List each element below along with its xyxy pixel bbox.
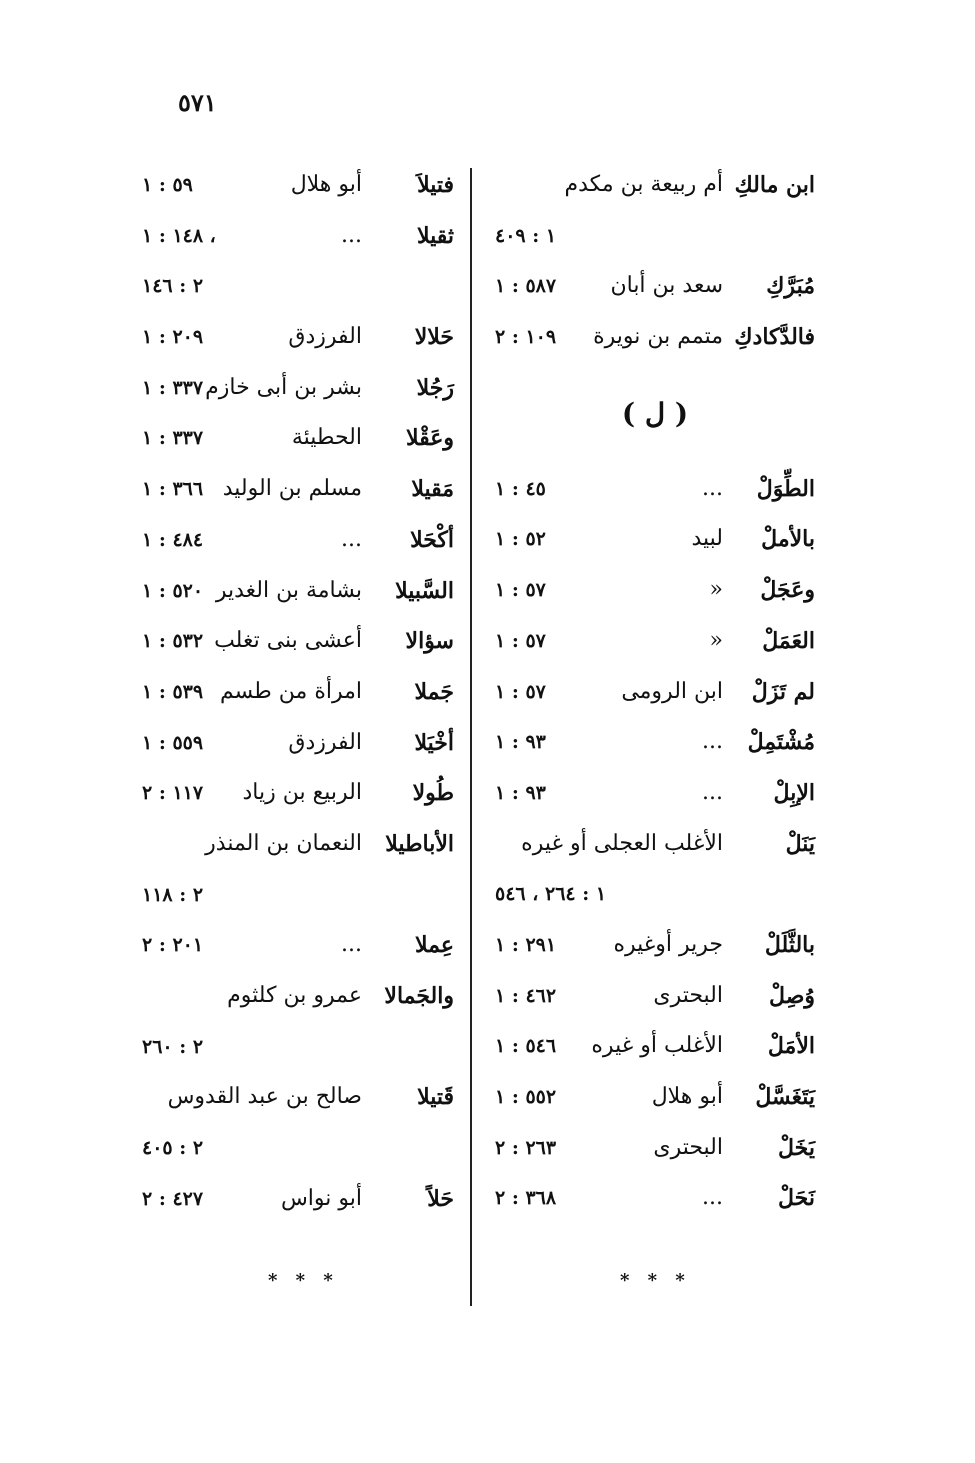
poet-name: ... — [341, 222, 362, 248]
poet-name: ... — [702, 1185, 723, 1211]
poet-name: مسلم بن الوليد — [222, 476, 362, 502]
rhyme-word: وعَجَلْ — [760, 577, 815, 604]
reference: ٢ : ٢٠١ — [142, 934, 204, 957]
poet-name: أبو هلال — [651, 1084, 723, 1109]
poet-name: الفرزدق — [288, 729, 362, 755]
poet-name: النعمان بن المنذر — [205, 830, 362, 856]
index-entry — [142, 667, 454, 718]
index-entry — [142, 363, 454, 414]
rhyme-word: يَخَلْ — [778, 1134, 815, 1161]
index-entry — [495, 514, 815, 565]
rhyme-word: نَحَلْ — [778, 1185, 815, 1212]
index-entry — [495, 1072, 815, 1123]
rhyme-word: الإبِلْ — [773, 779, 815, 806]
reference: ١ : ٥٥٩ — [142, 731, 204, 754]
rhyme-word: أخْيَلا — [414, 729, 454, 756]
index-entry — [495, 768, 815, 819]
poet-name: سعد بن أبان — [610, 273, 723, 299]
poet-name: ... — [341, 932, 362, 958]
right-entries — [495, 464, 815, 1224]
rhyme-word: مَقيلا — [411, 476, 454, 503]
index-entry — [495, 261, 815, 312]
index-entry — [142, 413, 454, 464]
reference: ١ : ٥٧ — [495, 629, 546, 652]
rhyme-word: مُشْتَمِلْ — [747, 729, 815, 756]
poet-name: البحترى — [653, 982, 723, 1008]
reference: ١ : ٢٩١ — [495, 933, 557, 956]
rhyme-word: عِملا — [415, 932, 454, 959]
rhyme-word: حَلالا — [414, 324, 454, 351]
reference: ١ : ٢٦٤ ، ٥٤٦ — [495, 883, 607, 906]
reference: ١ : ٥٣٩ — [142, 680, 204, 703]
reference: ٢ : ٢٦٣ — [495, 1136, 557, 1159]
reference: ١ : ٤٠٩ — [495, 224, 557, 247]
index-entry — [495, 971, 815, 1022]
rhyme-word: رَجُلا — [416, 374, 454, 401]
rhyme-word: فالدَّكادكِ — [734, 324, 815, 351]
index-entry — [142, 211, 454, 262]
rhyme-word: الطِّوَلْ — [756, 475, 815, 502]
rhyme-word: ثقيلا — [416, 222, 454, 249]
index-entry — [142, 1174, 454, 1225]
poet-name: ابن الرومى — [621, 678, 723, 704]
index-entry — [142, 566, 454, 617]
index-entry — [495, 1123, 815, 1174]
poet-name: أعشى بنى تغلب — [214, 628, 362, 654]
index-entry — [142, 160, 454, 211]
reference-continuation — [142, 1123, 454, 1174]
index-entry — [142, 819, 454, 870]
poet-name: الحطيئة — [291, 425, 362, 451]
rhyme-word: السَّبيلا — [395, 577, 454, 604]
poet-name: أم ربيعة بن مكدم — [564, 172, 723, 197]
reference: ١ : ٣٣٧ — [142, 376, 204, 399]
index-entry — [142, 718, 454, 769]
index-entry — [495, 160, 815, 211]
poet-name: الأغلب أو غيره — [591, 1033, 723, 1059]
poet-name: بشامة بن الغدير — [215, 577, 362, 603]
left-entries — [142, 160, 454, 1224]
poet-name: جرير أوغيره — [613, 931, 723, 957]
index-entry — [495, 312, 815, 363]
reference: ١ : ٩٣ — [495, 781, 546, 804]
poet-name: بشر بن أبى خازم — [205, 374, 362, 400]
poet-name: الربيع بن زياد — [242, 780, 362, 806]
rhyme-word: الأمَلْ — [767, 1033, 815, 1060]
reference: ١ : ٥٤٦ — [495, 1035, 557, 1058]
left-column — [142, 160, 454, 1224]
poet-name: لبيد — [691, 526, 723, 552]
reference-continuation — [142, 261, 454, 312]
rhyme-word: الأباطيلا — [385, 830, 454, 857]
rhyme-word: يَتَغَسَّلْ — [755, 1084, 815, 1110]
index-entry — [142, 616, 454, 667]
page-number: ٥٧١ — [178, 88, 217, 117]
reference-continuation — [142, 1022, 454, 1073]
reference: ١ : ٥٨٧ — [495, 275, 557, 298]
rhyme-word: بالأملْ — [761, 526, 815, 553]
index-entry — [495, 920, 815, 971]
poet-name: عمرو بن كلثوم — [227, 983, 362, 1008]
poet-name: الأغلب العجلى أو غيره — [521, 830, 723, 856]
rhyme-word: مُبَرَّكِ — [766, 273, 815, 300]
reference: ٢ : ١٤٦ — [142, 275, 204, 298]
index-entry — [142, 971, 454, 1022]
index-entry — [495, 717, 815, 768]
index-entry — [495, 565, 815, 616]
reference: ٢ : ٢٦٠ — [142, 1035, 204, 1058]
poet-name: أبو نواس — [280, 1185, 362, 1211]
reference: ٢ : ١١٧ — [142, 782, 204, 805]
poet-name: الفرزدق — [288, 324, 362, 350]
reference: ١ : ٥٩ — [142, 174, 193, 196]
poet-name: ... — [702, 729, 723, 755]
right-intro-entries — [495, 160, 815, 363]
index-entry — [142, 1072, 454, 1123]
rhyme-word: وعَقْلا — [405, 425, 454, 452]
column-divider — [470, 168, 472, 1306]
rhyme-word: حَلاً — [427, 1185, 454, 1212]
reference: ١ : ٤٦٢ — [495, 984, 557, 1007]
index-entry — [142, 768, 454, 819]
index-entry — [495, 1021, 815, 1072]
rhyme-word: جَملا — [414, 678, 454, 705]
reference: ١ : ٣٦٦ — [142, 478, 204, 501]
rhyme-word: قَتيلا — [417, 1084, 454, 1111]
index-entry — [142, 515, 454, 566]
reference: ١ : ٤٥ — [495, 477, 546, 500]
poet-name: ... — [341, 526, 362, 552]
index-entry — [142, 312, 454, 363]
index-entry — [142, 464, 454, 515]
poet-name: البحترى — [653, 1134, 723, 1160]
rhyme-word: سؤالا — [405, 628, 454, 655]
index-entry — [495, 819, 815, 870]
reference: ٢ : ١٠٩ — [495, 326, 557, 349]
rhyme-word: يَنَلْ — [785, 830, 815, 857]
reference: ٢ : ١١٨ — [142, 883, 204, 906]
reference-continuation — [495, 211, 815, 262]
reference-continuation — [495, 869, 815, 920]
reference: ١ : ٥٢ — [495, 528, 546, 551]
reference: ١ : ٥٢٠ — [142, 579, 204, 602]
end-mark-right: * * * — [620, 1270, 691, 1291]
poet-name: ... — [702, 475, 723, 501]
rhyme-word: وُصِلْ — [769, 982, 815, 1009]
reference: ١ : ٥٧ — [495, 680, 546, 703]
rhyme-word: فتيلاَ — [417, 172, 454, 198]
poet-name: ... — [702, 779, 723, 805]
reference: ٢ : ٤٠٥ — [142, 1137, 204, 1160]
index-entry — [495, 616, 815, 667]
end-mark-left: * * * — [268, 1270, 339, 1291]
right-column — [495, 160, 815, 1224]
poet-name: « — [709, 627, 723, 653]
reference: ١ : ٩٣ — [495, 731, 546, 754]
rhyme-word: بالثَّلَلْ — [764, 931, 815, 958]
reference: ١ : ٤٨٤ — [142, 528, 204, 551]
reference: ١ : ١٤٨ ، — [142, 224, 216, 247]
poet-name: « — [709, 577, 723, 603]
rhyme-word: أكْحَلا — [410, 526, 454, 553]
reference: ١ : ٥٥٢ — [495, 1086, 557, 1108]
poet-name: امرأة من طسم — [220, 678, 362, 704]
poet-name: صالح بن عبد القدوس — [167, 1084, 362, 1110]
index-entry — [142, 920, 454, 971]
index-entry — [495, 667, 815, 718]
index-entry — [495, 464, 815, 515]
reference-continuation — [142, 870, 454, 921]
reference: ٢ : ٣٦٨ — [495, 1187, 557, 1210]
reference: ١ : ٥٧ — [495, 579, 546, 602]
rhyme-word: والجَمالا — [384, 983, 454, 1009]
rhyme-word: ابن مالكِ — [734, 172, 815, 198]
rhyme-word: طُولا — [412, 780, 454, 807]
rhyme-word: لم تَزَلْ — [751, 678, 815, 705]
reference: ١ : ٥٣٢ — [142, 630, 204, 653]
poet-name: أبو هلال — [290, 172, 362, 197]
reference: ١ : ٢٠٩ — [142, 326, 204, 349]
rhyme-word: العَمَلْ — [762, 627, 815, 654]
reference: ١ : ٣٣٧ — [142, 427, 204, 450]
reference: ٢ : ٤٢٧ — [142, 1187, 204, 1210]
poet-name: متمم بن نويرة — [593, 324, 723, 350]
index-entry — [495, 1173, 815, 1224]
section-title: ( ل ) — [621, 396, 689, 430]
